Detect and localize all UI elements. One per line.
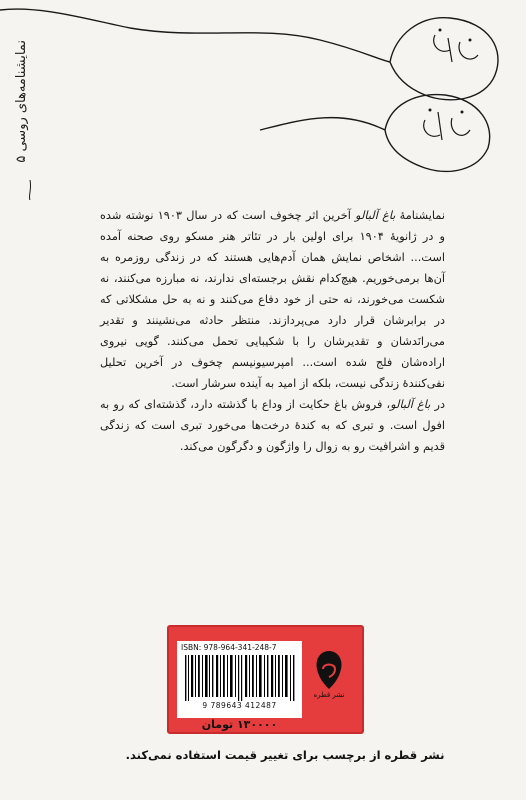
book-title: باغ آلبالو: [390, 398, 431, 411]
blurb-text: آخرین اثر چخوف است که در سال ۱۹۰۳ نوشته شده و در ژانویهٔ ۱۹۰۴ برای اولین بار در تئاتر هنر مسکو روی صحنه آمده است... اشخاص نمایش همان آدم‌هایی هستند که در زندگی روزمره به آن‌ها برمی‌خوریم. هیچ‌کدام نقش برجسته‌ای ندارند، نه مبارزه می‌کنند، نه شکست می‌خورند، نه حتی از خود دفاع می‌کنند و نه به حل مشکلاتی که در برابرشان قرار دارد می‌پردازند. منتظر حادثه می‌نشینند و تقدیر می‌رانَدشان و تقدیرشان را با شکیبایی تحمل می‌کنند. گویی نیروی اراده‌شان فلج شده است... امپرسیونیسم چخوف در آخرین تحلیل نفی‌کنندهٔ زندگی نیست، بلکه از امید به آینده سرشار است.: [100, 209, 445, 390]
barcode-card: [177, 641, 302, 718]
publisher-logo-text: نشر قطره: [313, 691, 345, 699]
blurb-paragraph-1: [100, 205, 445, 394]
blurb-text: در: [430, 398, 445, 411]
series-label: نمایشنامه‌های روسی ۵: [14, 40, 29, 163]
price-notice: نشر قطره از برچسب برای تغییر قیمت استفاده نمی‌کند.: [125, 748, 445, 762]
barcode-digits: 9 789643 412487: [202, 701, 277, 710]
blurb-text: نمایشنامهٔ: [395, 209, 445, 222]
barcode-icon: [185, 655, 295, 701]
price-text: ۱۳۰۰۰۰ تومان: [201, 718, 278, 731]
book-title: باغ آلبالو: [355, 209, 396, 222]
back-cover-blurb: [100, 205, 445, 457]
blurb-text: ، فروش باغ حکایت از وداع با گذشته دارد، گذشته‌ای که رو به افول است. و تبری که به کندهٔ درخت‌ها می‌خورد تبری است که زندگی قدیم و اشرافیت رو به زوال را واژگون و دگرگون می‌کند.: [100, 398, 445, 453]
price-sticker: [167, 625, 364, 734]
publisher-logo-icon: [309, 647, 349, 693]
isbn-text: ISBN: 978-964-341-248-7: [181, 643, 277, 652]
blurb-paragraph-2: [100, 394, 445, 457]
decorative-line-art: [0, 0, 526, 200]
